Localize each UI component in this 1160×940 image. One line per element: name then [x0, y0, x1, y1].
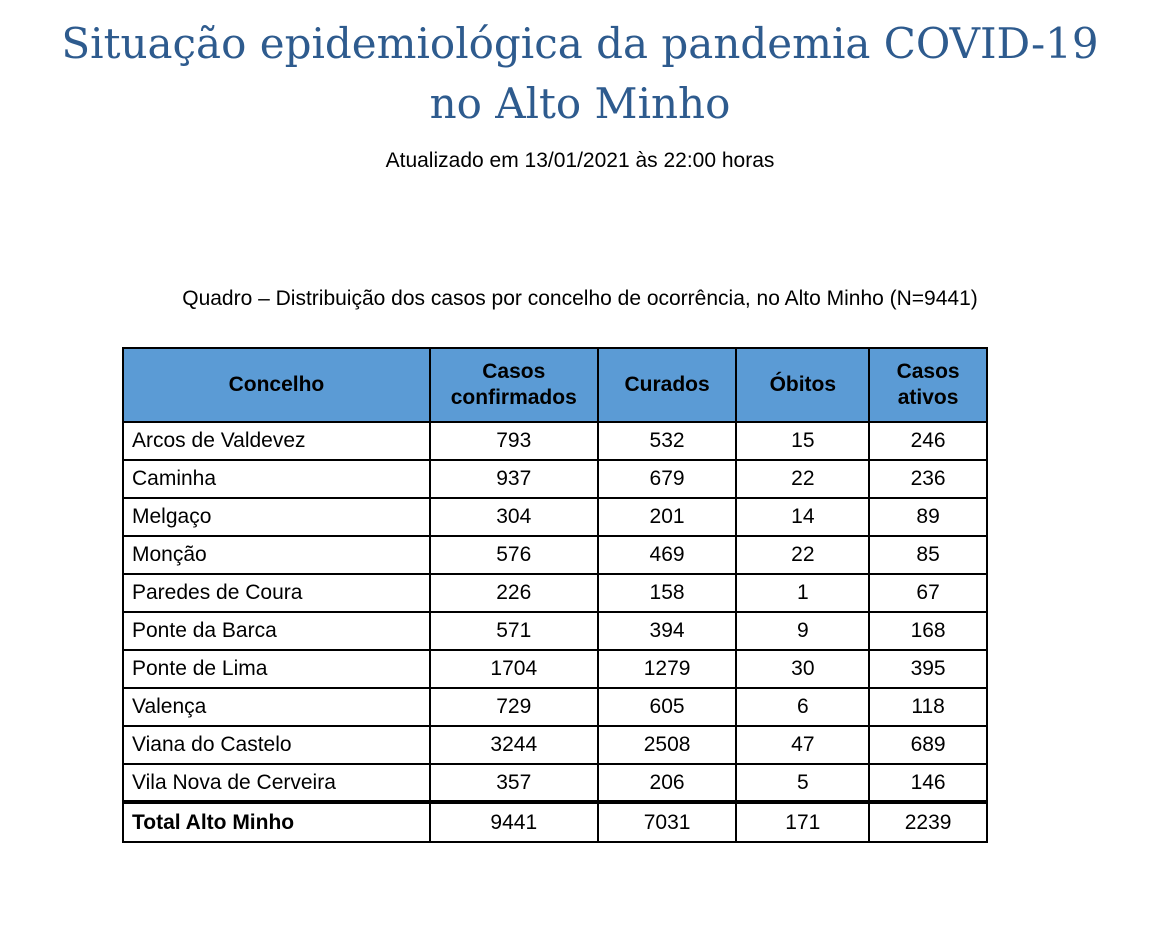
cell-curados: 605: [598, 688, 737, 726]
cell-ativos: 236: [869, 460, 987, 498]
cell-curados: 679: [598, 460, 737, 498]
table-caption: Quadro – Distribuição dos casos por concelho de ocorrência, no Alto Minho (N=9441): [182, 287, 978, 310]
cell-obitos: 30: [736, 650, 869, 688]
header-curados: Curados: [598, 348, 737, 422]
table-row: [123, 612, 987, 650]
cell-concelho: Ponte de Lima: [123, 650, 430, 688]
table-row: [123, 764, 987, 802]
table-header-row: [123, 348, 987, 422]
table-row: [123, 498, 987, 536]
cell-ativos: 168: [869, 612, 987, 650]
total-obitos: 171: [736, 802, 869, 842]
table-row: [123, 726, 987, 764]
cell-confirmados: 304: [430, 498, 598, 536]
table-row: [123, 688, 987, 726]
cell-ativos: 85: [869, 536, 987, 574]
cell-confirmados: 937: [430, 460, 598, 498]
cell-confirmados: 226: [430, 574, 598, 612]
cell-concelho: Monção: [123, 536, 430, 574]
cell-ativos: 118: [869, 688, 987, 726]
cell-obitos: 22: [736, 536, 869, 574]
header-casos-ativos: Casos ativos: [869, 348, 987, 422]
cell-concelho: Melgaço: [123, 498, 430, 536]
cell-ativos: 689: [869, 726, 987, 764]
cases-table: [122, 347, 988, 843]
cell-ativos: 89: [869, 498, 987, 536]
total-ativos: 2239: [869, 802, 987, 842]
cell-obitos: 9: [736, 612, 869, 650]
cell-obitos: 15: [736, 422, 869, 460]
cell-concelho: Valença: [123, 688, 430, 726]
table-row: [123, 536, 987, 574]
table-row: [123, 574, 987, 612]
cell-curados: 158: [598, 574, 737, 612]
cell-obitos: 14: [736, 498, 869, 536]
total-curados: 7031: [598, 802, 737, 842]
cell-concelho: Ponte da Barca: [123, 612, 430, 650]
cell-obitos: 47: [736, 726, 869, 764]
cell-ativos: 146: [869, 764, 987, 802]
cell-curados: 206: [598, 764, 737, 802]
cell-confirmados: 793: [430, 422, 598, 460]
cell-confirmados: 1704: [430, 650, 598, 688]
cell-concelho: Viana do Castelo: [123, 726, 430, 764]
table-row: [123, 460, 987, 498]
cell-obitos: 1: [736, 574, 869, 612]
cell-ativos: 246: [869, 422, 987, 460]
total-label: Total Alto Minho: [123, 802, 430, 842]
cell-obitos: 22: [736, 460, 869, 498]
cell-curados: 532: [598, 422, 737, 460]
table-row: [123, 422, 987, 460]
table-row: [123, 650, 987, 688]
cell-obitos: 5: [736, 764, 869, 802]
table-total-row: [123, 802, 987, 842]
cell-curados: 469: [598, 536, 737, 574]
page-title: [0, 14, 1160, 134]
cell-ativos: 395: [869, 650, 987, 688]
cell-concelho: Caminha: [123, 460, 430, 498]
total-confirmados: 9441: [430, 802, 598, 842]
cell-curados: 394: [598, 612, 737, 650]
header-concelho: Concelho: [123, 348, 430, 422]
cell-confirmados: 357: [430, 764, 598, 802]
cell-confirmados: 571: [430, 612, 598, 650]
cell-curados: 2508: [598, 726, 737, 764]
cell-curados: 201: [598, 498, 737, 536]
cell-concelho: Paredes de Coura: [123, 574, 430, 612]
title-line-2: no Alto Minho: [429, 79, 731, 128]
cell-confirmados: 729: [430, 688, 598, 726]
cell-confirmados: 576: [430, 536, 598, 574]
title-line-1: Situação epidemiológica da pandemia COVID-19: [61, 19, 1099, 68]
cell-confirmados: 3244: [430, 726, 598, 764]
header-obitos: Óbitos: [736, 348, 869, 422]
update-timestamp: Atualizado em 13/01/2021 às 22:00 horas: [385, 149, 775, 172]
cell-concelho: Arcos de Valdevez: [123, 422, 430, 460]
cell-curados: 1279: [598, 650, 737, 688]
cell-concelho: Vila Nova de Cerveira: [123, 764, 430, 802]
cell-obitos: 6: [736, 688, 869, 726]
cell-ativos: 67: [869, 574, 987, 612]
header-casos-confirmados: Casos confirmados: [430, 348, 598, 422]
